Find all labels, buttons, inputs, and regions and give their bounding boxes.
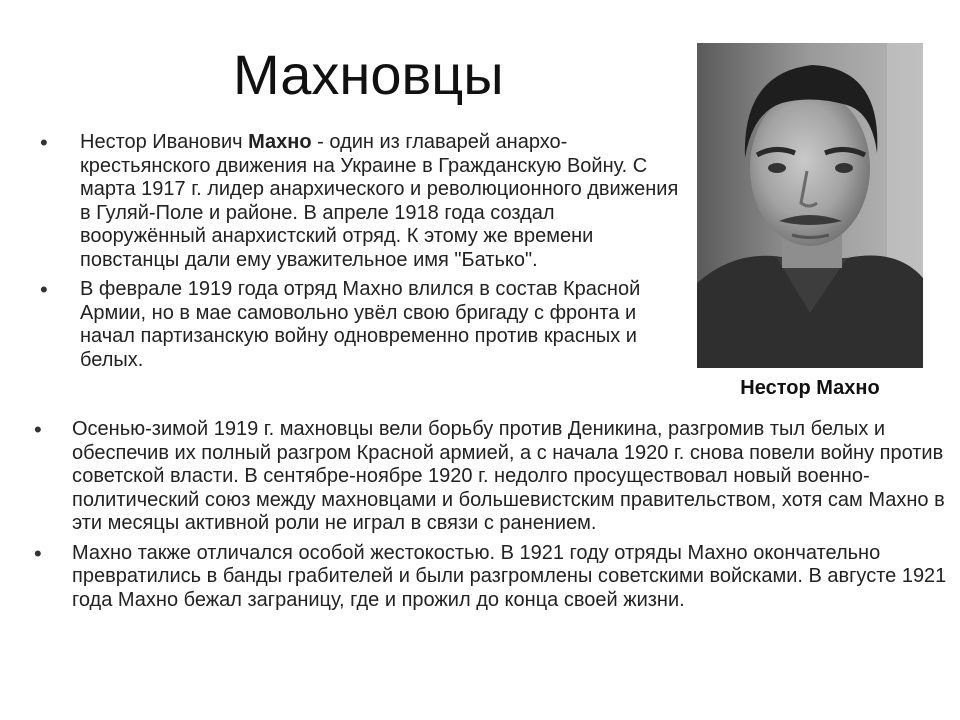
bullet-item <box>40 130 680 272</box>
bullet-marker: • <box>34 540 42 566</box>
bullet-text-bold: Махно <box>248 131 312 153</box>
bullet-text-pre: Нестор Иванович <box>80 131 249 153</box>
bullet-item <box>34 417 952 536</box>
bullet-marker: • <box>34 417 42 442</box>
bullet-text: Осенью-зимой 1919 г. махновцы вели борьбу против Деникина, разгромив тыл белых и обеспечив их полный разгром Красной армией, а с начала 1920 г. снова повели войну против советской власти. В сентябре-ноябре 1920 г. недолго просуществовал новый военно-политический союз между махновцами и большевистским правительством, хотя сам Махно в эти месяцы активной роли не играл в связи с ранением. <box>72 418 945 534</box>
bullet-text: Махно также отличался особой жестокостью. В 1921 году отряды Махно окончательно превратились в банды грабителей и были разгромлены советскими войсками. В августе 1921 года Махно бежал заграницу, где и прожил до конца своей жизни. <box>72 541 947 611</box>
portrait-image <box>697 43 923 368</box>
photo-caption: Нестор Махно <box>740 377 880 399</box>
bullet-item <box>40 277 680 372</box>
bullet-marker: • <box>40 277 48 302</box>
bullet-item <box>34 540 952 613</box>
bottom-bullet-list <box>34 417 952 612</box>
bullet-text-post: - один из главарей анархо-крестьянского движения на Украине в Гражданскую Войну. С марта 1917 г. лидер анархического и революционного движения в Гуляй-Поле и районе. В апреле 1918 года создал вооружённый анархистский отряд. К этому же времени повстанцы дали ему уважительное имя "Батько". <box>80 131 679 271</box>
portrait-photo <box>697 43 923 368</box>
bullet-text: В феврале 1919 года отряд Махно влился в состав Красной Армии, но в мае самовольно увёл свою бригаду с фронта и начал партизанскую войну одновременно против красных и белых. <box>80 278 641 371</box>
bullet-marker: • <box>40 130 48 155</box>
top-bullet-list <box>40 130 680 372</box>
page-title: Махновцы <box>233 43 504 106</box>
